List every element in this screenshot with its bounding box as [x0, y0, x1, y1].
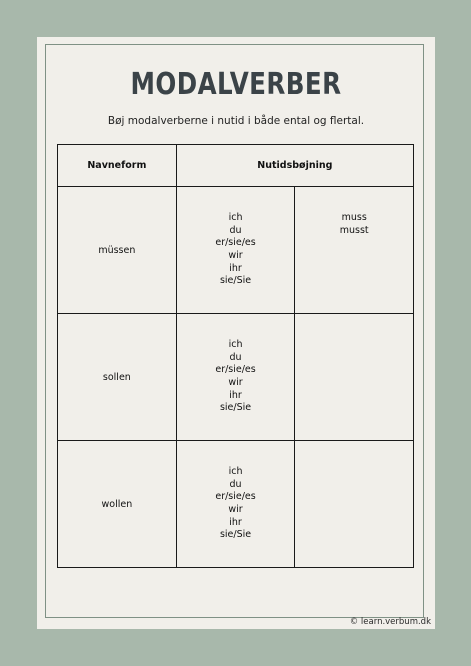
pronoun: ich: [228, 339, 243, 351]
verb-cell: wollen: [58, 441, 177, 568]
table-row: [58, 187, 414, 314]
pronoun: ihr: [229, 389, 242, 401]
worksheet-page: [37, 37, 435, 629]
verb-cell: müssen: [58, 187, 177, 314]
table-row: [58, 314, 414, 441]
pronoun: sie/Sie: [219, 529, 252, 541]
table-row: [58, 441, 414, 568]
pronoun: du: [229, 478, 242, 490]
pronoun: ihr: [229, 262, 242, 274]
pronoun: wir: [228, 377, 243, 388]
copyright-text: © learn.verbum.dk: [349, 617, 431, 627]
answer-cell[interactable]: [295, 314, 414, 441]
conjugation-table: [57, 144, 414, 568]
pronoun: er/sie/es: [215, 364, 256, 376]
pronoun: er/sie/es: [215, 237, 256, 249]
verb-form: musst: [339, 224, 369, 236]
pronouns-cell: [176, 314, 295, 441]
answer-cell[interactable]: [295, 441, 414, 568]
instructions-text: Bøj modalverberne i nutid i både ental og flertal.: [107, 115, 365, 127]
pronoun: wir: [228, 504, 243, 515]
pronoun: ich: [228, 212, 243, 224]
page-title: MODALVERBER: [130, 67, 342, 102]
pronoun: wir: [228, 250, 243, 261]
pronoun: du: [229, 351, 242, 363]
table-header-row: [58, 145, 414, 187]
pronoun: er/sie/es: [215, 491, 256, 503]
pronouns-cell: [176, 187, 295, 314]
header-infinitive: Navneform: [58, 145, 177, 187]
pronoun: ich: [228, 466, 243, 478]
verb-cell: sollen: [58, 314, 177, 441]
answer-cell[interactable]: [295, 187, 414, 314]
pronouns-cell: [176, 441, 295, 568]
pronoun: ihr: [229, 516, 242, 528]
pronoun: sie/Sie: [219, 402, 252, 414]
header-present-tense: Nutidsbøjning: [176, 145, 413, 187]
pronoun: du: [229, 224, 242, 236]
verb-form: muss: [341, 212, 367, 223]
pronoun: sie/Sie: [219, 275, 252, 287]
